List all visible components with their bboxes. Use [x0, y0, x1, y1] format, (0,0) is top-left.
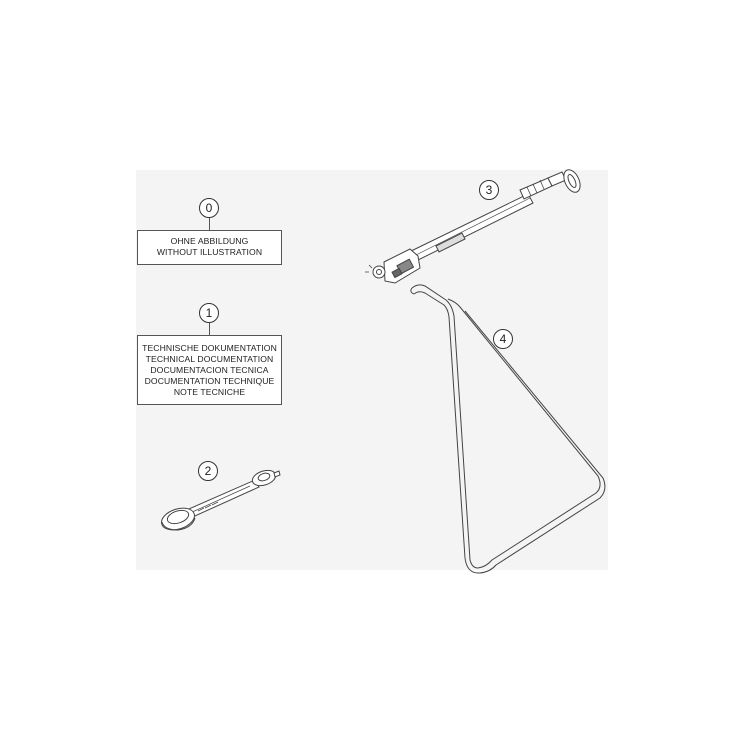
- callout-1[interactable]: 1: [199, 303, 219, 323]
- stand-icon[interactable]: [411, 285, 605, 573]
- item-1-line-1: TECHNISCHE DOKUMENTATION: [142, 343, 277, 353]
- torque-wrench-icon[interactable]: [365, 167, 583, 283]
- item-1-line-4: DOCUMENTATION TECHNIQUE: [144, 376, 275, 386]
- item-0-line-1: OHNE ABBILDUNG: [170, 236, 249, 246]
- item-1-line-3: DOCUMENTACION TECNICA: [150, 365, 269, 375]
- item-1-line-2: TECHNICAL DOCUMENTATION: [145, 354, 274, 364]
- callout-2[interactable]: 2: [198, 461, 218, 481]
- item-0-line-2: WITHOUT ILLUSTRATION: [156, 247, 263, 257]
- wrench-icon[interactable]: [159, 468, 280, 534]
- callout-4[interactable]: 4: [493, 329, 513, 349]
- callout-0[interactable]: 0: [199, 198, 219, 218]
- item-1-line-5: NOTE TECNICHE: [173, 387, 246, 397]
- callout-3[interactable]: 3: [479, 180, 499, 200]
